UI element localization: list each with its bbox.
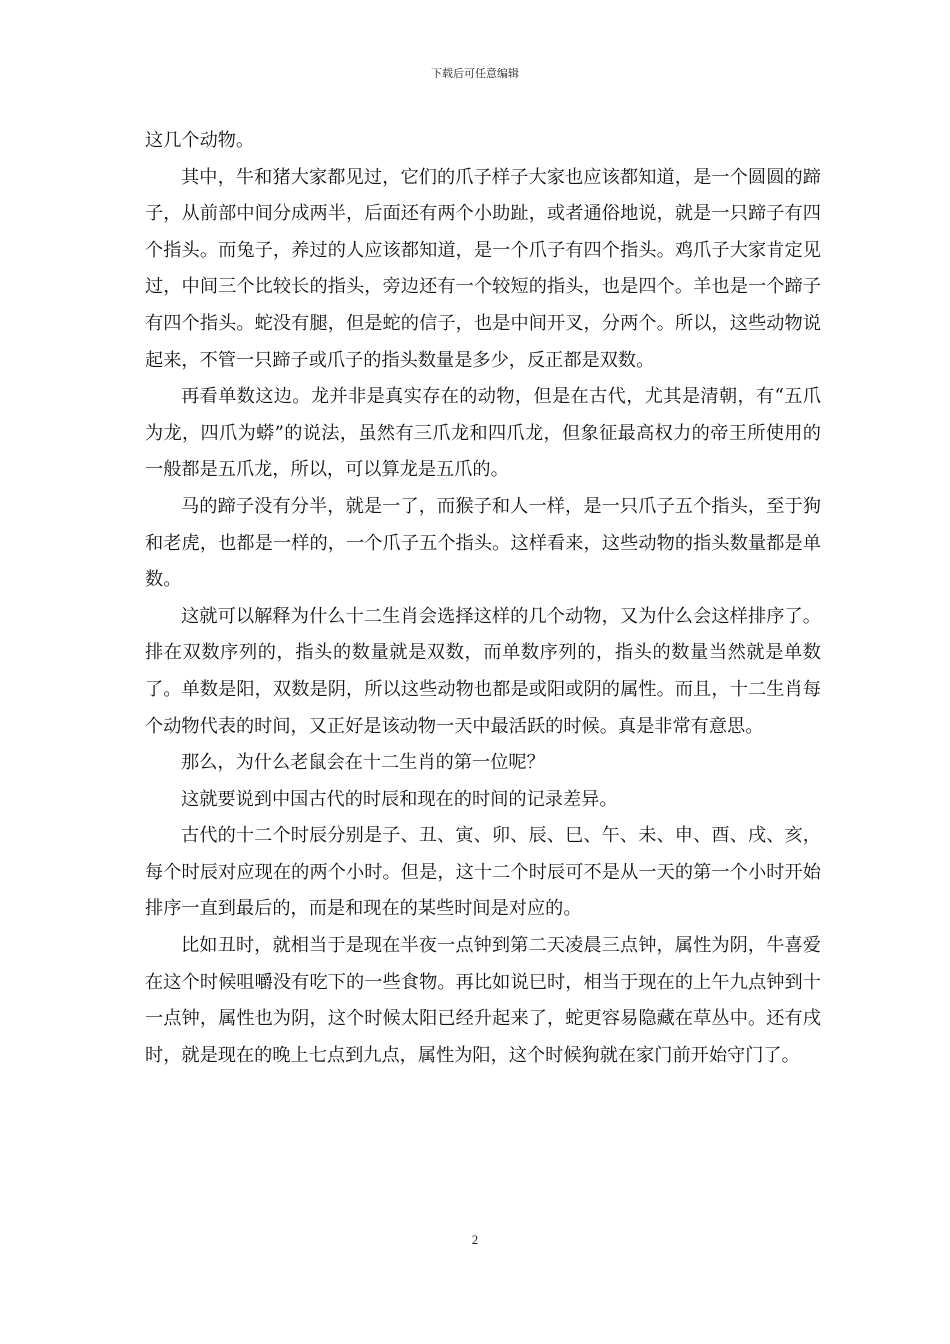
page-header: 下载后可任意编辑 (431, 67, 519, 80)
paragraph: 这就可以解释为什么十二生肖会选择这样的几个动物，又为什么会这样排序了。排在双数序列的，指头的数量就是双数，而单数序列的，指头的数量当然就是单数了。单数是阳，双数是阴，所以这些动物也都是或阳或阴的属性。而且，十二生肖每个动物代表的时间，又正好是该动物一天中最活跃的时候。真是非常有意思。 (145, 605, 821, 737)
paragraph: 这就要说到中国古代的时辰和现在的时间的记录差异。 (181, 788, 618, 810)
paragraph: 那么，为什么老鼠会在十二生肖的第一位呢？ (181, 752, 545, 774)
paragraph: 再看单数这边。龙并非是真实存在的动物，但是在古代，尤其是清朝，有“五爪为龙，四爪为蟒”的说法，虽然有三爪龙和四爪龙，但象征最高权力的帝王所使用的一般都是五爪龙，所以，可以算龙是五爪的。 (145, 386, 821, 481)
paragraph: 马的蹄子没有分半，就是一了，而猴子和人一样，是一只爪子五个指头，至于狗和老虎，也都是一样的，一个爪子五个指头。这样看来，这些动物的指头数量都是单数。 (145, 495, 821, 591)
paragraph: 比如丑时，就相当于是现在半夜一点钟到第二天凌晨三点钟，属性为阴，牛喜爱在这个时候咀嚼没有吃下的一些食物。再比如说巳时，相当于现在的上午九点钟到十一点钟，属性也为阴，这个时候太阳已经升起来了，蛇更容易隐藏在草丛中。还有戌时，就是现在的晚上七点到九点，属性为阳，这个时候狗就在家门前开始守门了。 (145, 935, 821, 1066)
paragraph-continuation: 这几个动物。 (145, 130, 255, 151)
paragraph: 古代的十二个时辰分别是子、丑、寅、卯、辰、巳、午、未、申、酉、戌、亥，每个时辰对应现在的两个小时。但是，这十二个时辰可不是从一天的第一个小时开始排序一直到最后的，而是和现在的某些时间是对应的。 (145, 825, 821, 920)
paragraph: 其中，牛和猪大家都见过，它们的爪子样子大家也应该都知道，是一个圆圆的蹄子，从前部中间分成两半，后面还有两个小助趾，或者通俗地说，就是一只蹄子有四个指头。而兔子，养过的人应该都知道，是一个爪子有四个指头。鸡爪子大家肯定见过，中间三个比较长的指头，旁边还有一个较短的指头，也是四个。羊也是一个蹄子有四个指头。蛇没有腿，但是蛇的信子，也是中间开叉，分两个。所以，这些动物说起来，不管一只蹄子或爪子的指头数量是多少，反正都是双数。 (145, 166, 821, 371)
body-text (145, 123, 821, 1074)
page-number: 2 (471, 1232, 479, 1247)
